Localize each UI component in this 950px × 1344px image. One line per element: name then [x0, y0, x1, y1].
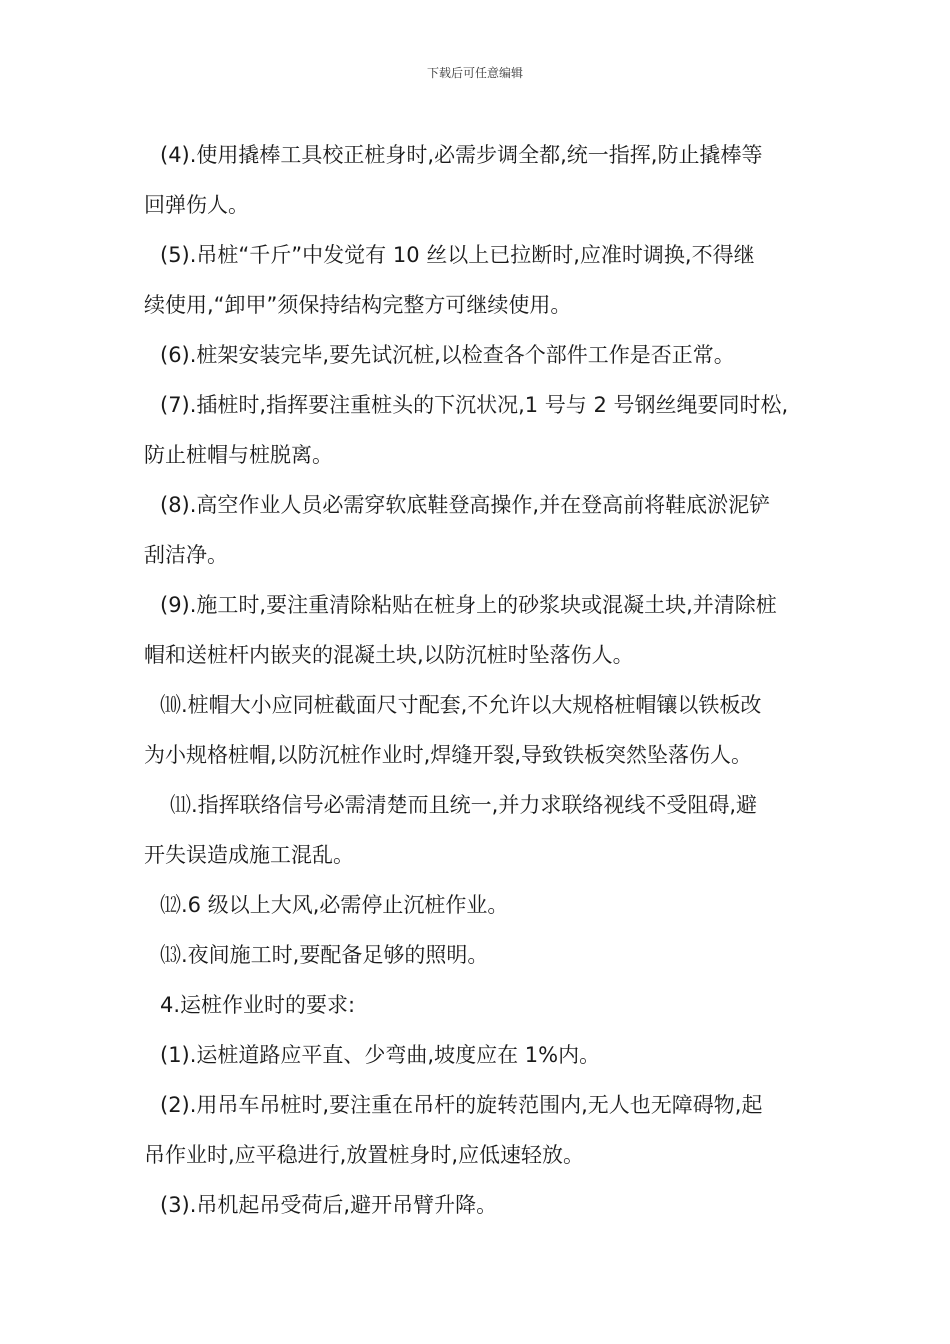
paragraph-line: 开失误造成施工混乱。 — [144, 843, 354, 867]
paragraph-item-9 — [144, 580, 812, 680]
paragraph-item-2 — [144, 1080, 812, 1180]
paragraph-line: (4).使用撬棒工具校正桩身时,必需步调全都,统一指挥,防止撬棒等 — [160, 143, 763, 167]
paragraph-line: (7).插桩时,指挥要注重桩头的下沉状况,1 号与 2 号钢丝绳要同时松, — [160, 393, 789, 417]
paragraph-line: (2).用吊车吊桩时,要注重在吊杆的旋转范围内,无人也无障碍物,起 — [160, 1093, 763, 1117]
paragraph-item-13 — [144, 930, 812, 980]
paragraph-line: (9).施工时,要注重清除粘贴在桩身上的砂浆块或混凝土块,并清除桩 — [160, 593, 777, 617]
page-header: 下载后可任意编辑 — [426, 66, 523, 80]
section-heading-4 — [144, 980, 812, 1030]
paragraph-line: (6).桩架安装完毕,要先试沉桩,以检查各个部件工作是否正常。 — [160, 343, 735, 367]
paragraph-item-7 — [144, 380, 812, 480]
document-body — [144, 130, 812, 1230]
paragraph-line: ⑿.6 级以上大风,必需停止沉桩作业。 — [160, 893, 509, 917]
paragraph-item-4 — [144, 130, 812, 230]
paragraph-line: ⒀.夜间施工时,要配备足够的照明。 — [160, 943, 489, 967]
paragraph-item-8 — [144, 480, 812, 580]
paragraph-line: 防止桩帽与桩脱离。 — [144, 443, 333, 467]
paragraph-line: 为小规格桩帽,以防沉桩作业时,焊缝开裂,导致铁板突然坠落伤人。 — [144, 743, 753, 767]
paragraph-line: 刮洁净。 — [144, 543, 228, 567]
paragraph-item-1 — [144, 1030, 812, 1080]
paragraph-line: 续使用,“卸甲”须保持结构完整方可继续使用。 — [144, 293, 572, 317]
paragraph-item-6 — [144, 330, 812, 380]
paragraph-item-10 — [144, 680, 812, 780]
paragraph-line: (3).吊机起吊受荷后,避开吊臂升降。 — [160, 1193, 498, 1217]
paragraph-line: (8).高空作业人员必需穿软底鞋登高操作,并在登高前将鞋底淤泥铲 — [160, 493, 771, 517]
paragraph-line: ⑽.桩帽大小应同桩截面尺寸配套,不允许以大规格桩帽镶以铁板改 — [160, 693, 762, 717]
paragraph-item-3 — [144, 1180, 812, 1230]
paragraph-line: 4.运桩作业时的要求: — [160, 993, 356, 1017]
paragraph-line: ⑾.指挥联络信号必需清楚而且统一,并力求联络视线不受阻碍,避 — [170, 793, 758, 817]
paragraph-line: 帽和送桩杆内嵌夹的混凝土块,以防沉桩时坠落伤人。 — [144, 643, 634, 667]
paragraph-line: 回弹伤人。 — [144, 193, 249, 217]
paragraph-item-12 — [144, 880, 812, 930]
paragraph-line: (5).吊桩“千斤”中发觉有 10 丝以上已拉断时,应准时调换,不得继 — [160, 243, 755, 267]
paragraph-line: 吊作业时,应平稳进行,放置桩身时,应低速轻放。 — [144, 1143, 585, 1167]
paragraph-item-11 — [144, 780, 812, 880]
paragraph-item-5 — [144, 230, 812, 330]
paragraph-line: (1).运桩道路应平直、少弯曲,坡度应在 1%内。 — [160, 1043, 601, 1067]
